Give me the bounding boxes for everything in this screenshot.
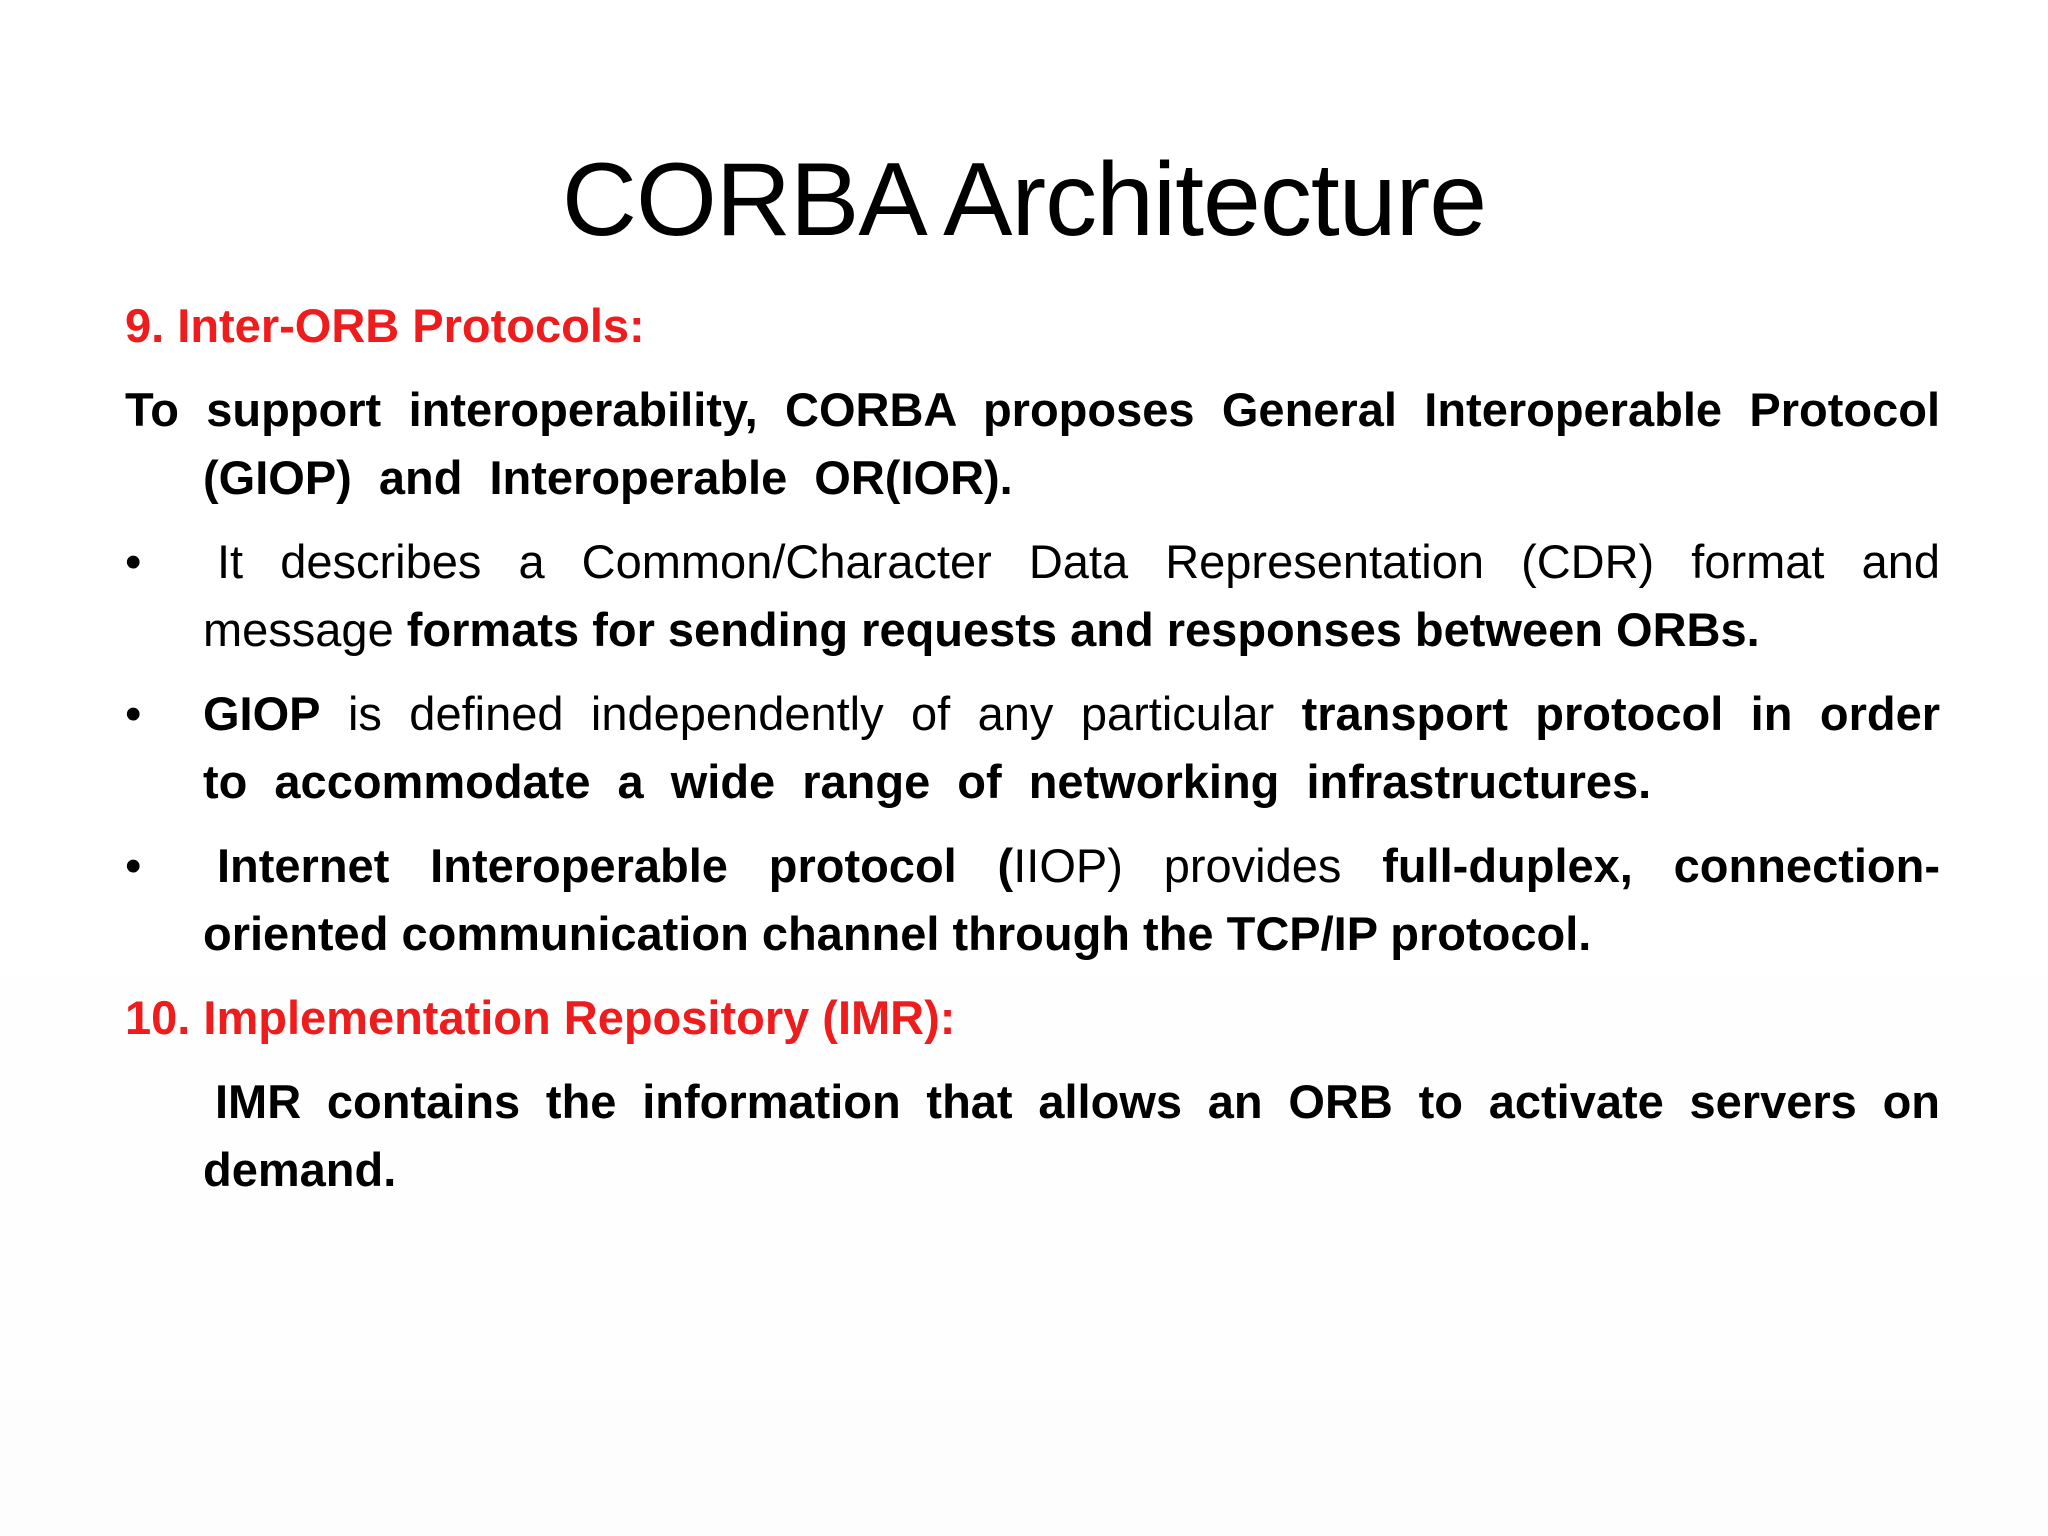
bullet-item-cdr [125, 528, 1940, 664]
bullet-text-normal: is defined independently of any particular [347, 687, 1275, 740]
imr-paragraph: IMR contains the information that allows an ORB to activate servers on demand. [203, 1075, 1940, 1196]
bullet-text-bold: formats for sending requests and responses between ORBs. [406, 603, 1760, 656]
bullet-text-bold: transport protocol in order to accommodate a wide range of networking infrastructures. [203, 687, 1941, 808]
bullet-item-iiop [125, 832, 1940, 968]
bullet-marker: • [125, 535, 142, 588]
bullet-text-normal: It describes a Common/Character Data Representation (CDR) format and message [203, 535, 1940, 656]
bullet-text-bold: GIOP [203, 687, 321, 740]
intro-paragraph: To support interoperability, CORBA proposes General Interoperable Protocol (GIOP) and Interoperable OR(IOR). [125, 383, 1940, 504]
slide-title: CORBA Architecture [561, 142, 1487, 258]
bullet-text-bold: Internet Interoperable protocol ( [217, 839, 1014, 892]
bullet-marker: • [125, 839, 142, 892]
bullet-marker: • [125, 687, 142, 740]
bullet-text-normal: IIOP) provides [1013, 839, 1342, 892]
bullet-item-giop [125, 680, 1940, 816]
section-heading-imr: 10. Implementation Repository (IMR): [125, 991, 956, 1044]
bullet-text-bold: full-duplex, connection-oriented communication channel through the TCP/IP protocol. [203, 839, 1940, 960]
slide-content [125, 292, 1940, 1220]
section-heading-inter-orb: 9. Inter-ORB Protocols: [125, 299, 645, 352]
